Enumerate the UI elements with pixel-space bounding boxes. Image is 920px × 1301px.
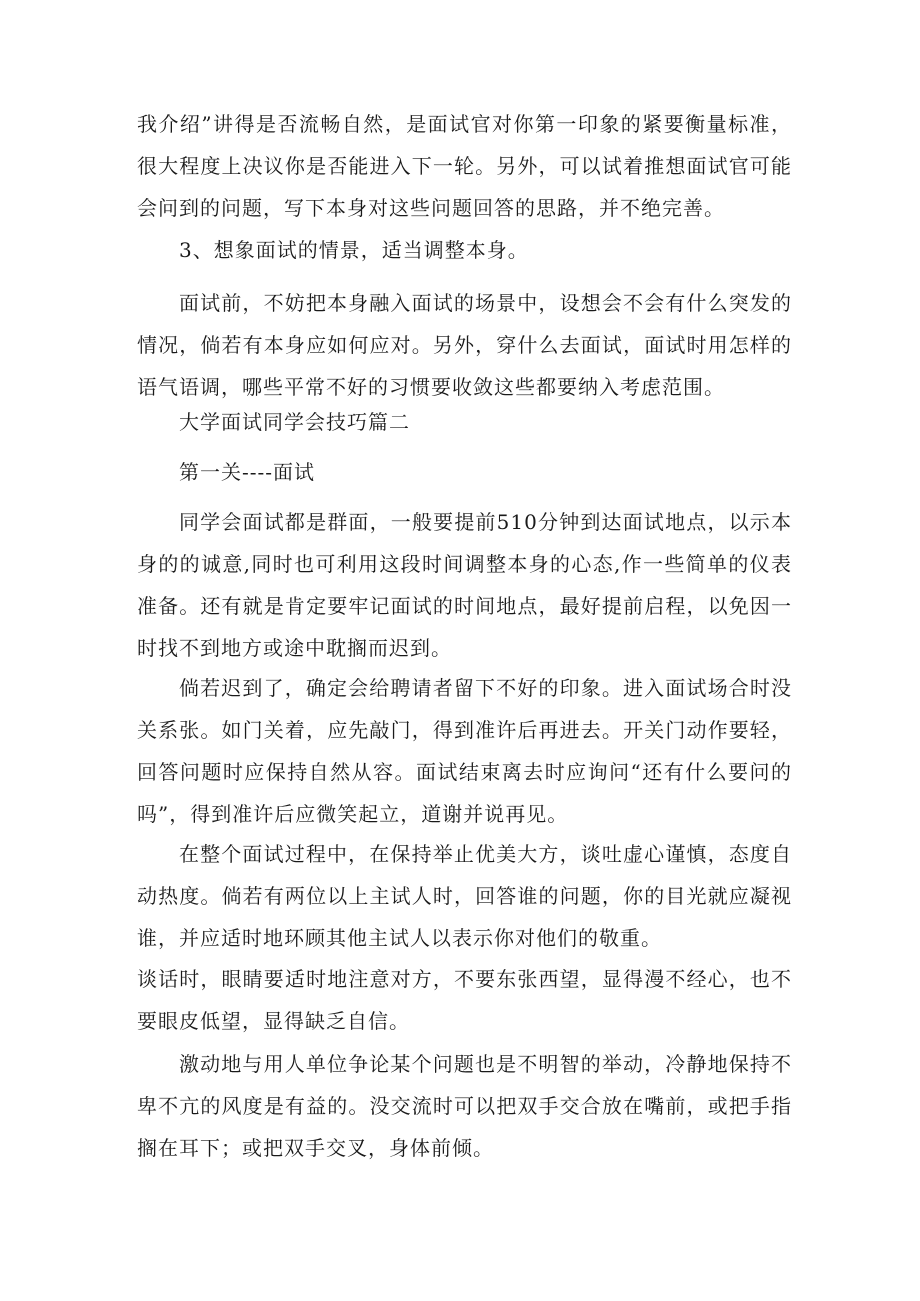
paragraph-eye-contact: 谈话时，眼睛要适时地注意对方，不要东张西望，显得漫不经心，也不要眼皮低望，显得缺乏自信。: [137, 967, 792, 1033]
paragraph-stay-calm: 激动地与用人单位争论某个问题也是不明智的举动，冷静地保持不卑不亢的风度是有益的。没交流时可以把双手交合放在嘴前，或把手指搁在耳下；或把双手交叉，身体前倾。: [137, 1052, 792, 1160]
section-heading-3: 3、想象面试的情景，适当调整本身。: [179, 238, 529, 262]
paragraph-demeanor: 在整个面试过程中，在保持举止优美大方，谈吐虚心谨慎，态度自动热度。倘若有两位以上主试人时，回答谁的问题，你的目光就应凝视谁，并应适时地环顾其他主试人以表示你对他们的敬重。: [137, 842, 792, 950]
paragraph-group-interview: 同学会面试都是群面，一般要提前510分钟到达面试地点，以示本身的的诚意,同时也可利用这段时间调整本身的心态,作一些简单的仪表准备。还有就是肯定要牢记面试的时间地点，最好提前启程，以免因一时找不到地方或途中耽搁而迟到。: [137, 510, 792, 660]
article-title: 大学面试同学会技巧篇二: [179, 410, 410, 434]
paragraph-self-introduction: 我介绍”讲得是否流畅自然，是面试官对你第一印象的紧要衡量标准，很大程度上决议你是否能进入下一轮。另外，可以试着推想面试官可能会问到的问题，写下本身对这些问题回答的思路，并不绝完善。: [137, 112, 792, 220]
section-heading-first-pass: 第一关----面试: [179, 460, 316, 484]
paragraph-imagine-scene: 面试前，不妨把本身融入面试的场景中，设想会不会有什么突发的情况，倘若有本身应如何应对。另外，穿什么去面试，面试时用怎样的语气语调，哪些平常不好的习惯要收敛这些都要纳入考虑范围。: [137, 291, 792, 399]
paragraph-being-late: 倘若迟到了，确定会给聘请者留下不好的印象。进入面试场合时没关系张。如门关着，应先敲门，得到准许后再进去。开关门动作要轻，回答问题时应保持自然从容。面试结束离去时应询问“还有什么要问的吗”，得到准许后应微笑起立，道谢并说再见。: [137, 676, 792, 826]
